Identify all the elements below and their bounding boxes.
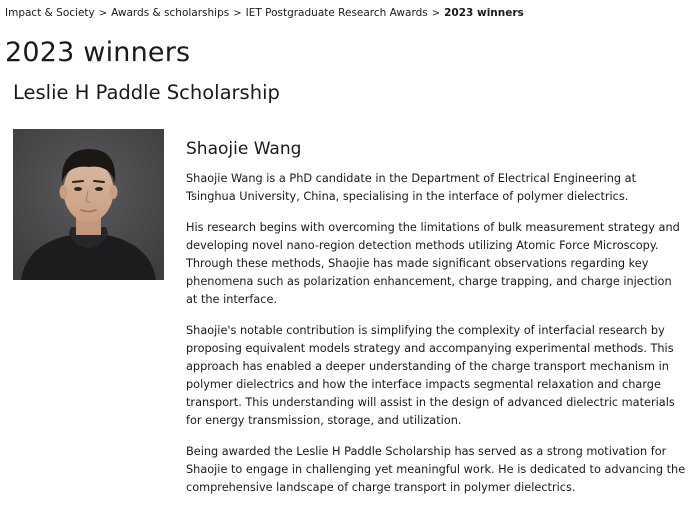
bio-paragraph-4: Being awarded the Leslie H Paddle Scholarship has served as a strong motivation for Shaojie to engage in challenging yet meaningful work. He is dedicated to advancing the comprehensive landscape of charge transport in polymer dielectrics. — [186, 445, 686, 494]
award-title: Leslie H Paddle Scholarship — [13, 81, 280, 104]
breadcrumb-link-awards-scholarships[interactable]: Awards & scholarships — [111, 7, 230, 19]
page-title: 2023 winners — [5, 37, 191, 68]
breadcrumb — [5, 6, 524, 21]
winner-profile — [186, 138, 686, 510]
winner-photo — [13, 129, 164, 280]
breadcrumb-separator: > — [431, 8, 441, 19]
bio-paragraph-2: His research begins with overcoming the limitations of bulk measurement strategy and developing novel nano-region detection methods utilizing Atomic Force Microscopy. Through these methods, Shaojie has made significant observations regarding key phenomena such as polarization enhancement, charge trapping, and charge injection at the interface. — [186, 221, 680, 306]
bio-paragraph-1: Shaojie Wang is a PhD candidate in the Department of Electrical Engineering at Tsinghua University, China, specialising in the interface of polymer dielectrics. — [186, 172, 637, 203]
breadcrumb-separator: > — [233, 8, 242, 19]
breadcrumb-current: 2023 winners — [444, 7, 524, 19]
breadcrumb-separator: > — [98, 8, 108, 19]
breadcrumb-link-iet-postgraduate-research-awards[interactable]: IET Postgraduate Research Awards — [245, 7, 428, 19]
breadcrumb-link-impact-society[interactable]: Impact & Society — [5, 7, 95, 19]
winner-name: Shaojie Wang — [186, 139, 302, 159]
bio-paragraph-3: Shaojie's notable contribution is simplifying the complexity of interfacial research by proposing equivalent models strategy and accompanying experimental methods. This approach has enabled a deeper understanding of the charge transport mechanism in polymer dielectrics and how the interface impacts segmental relaxation and charge transport. This understanding will assist in the design of advanced dielectric materials for energy transmission, storage, and utilization. — [186, 324, 675, 427]
